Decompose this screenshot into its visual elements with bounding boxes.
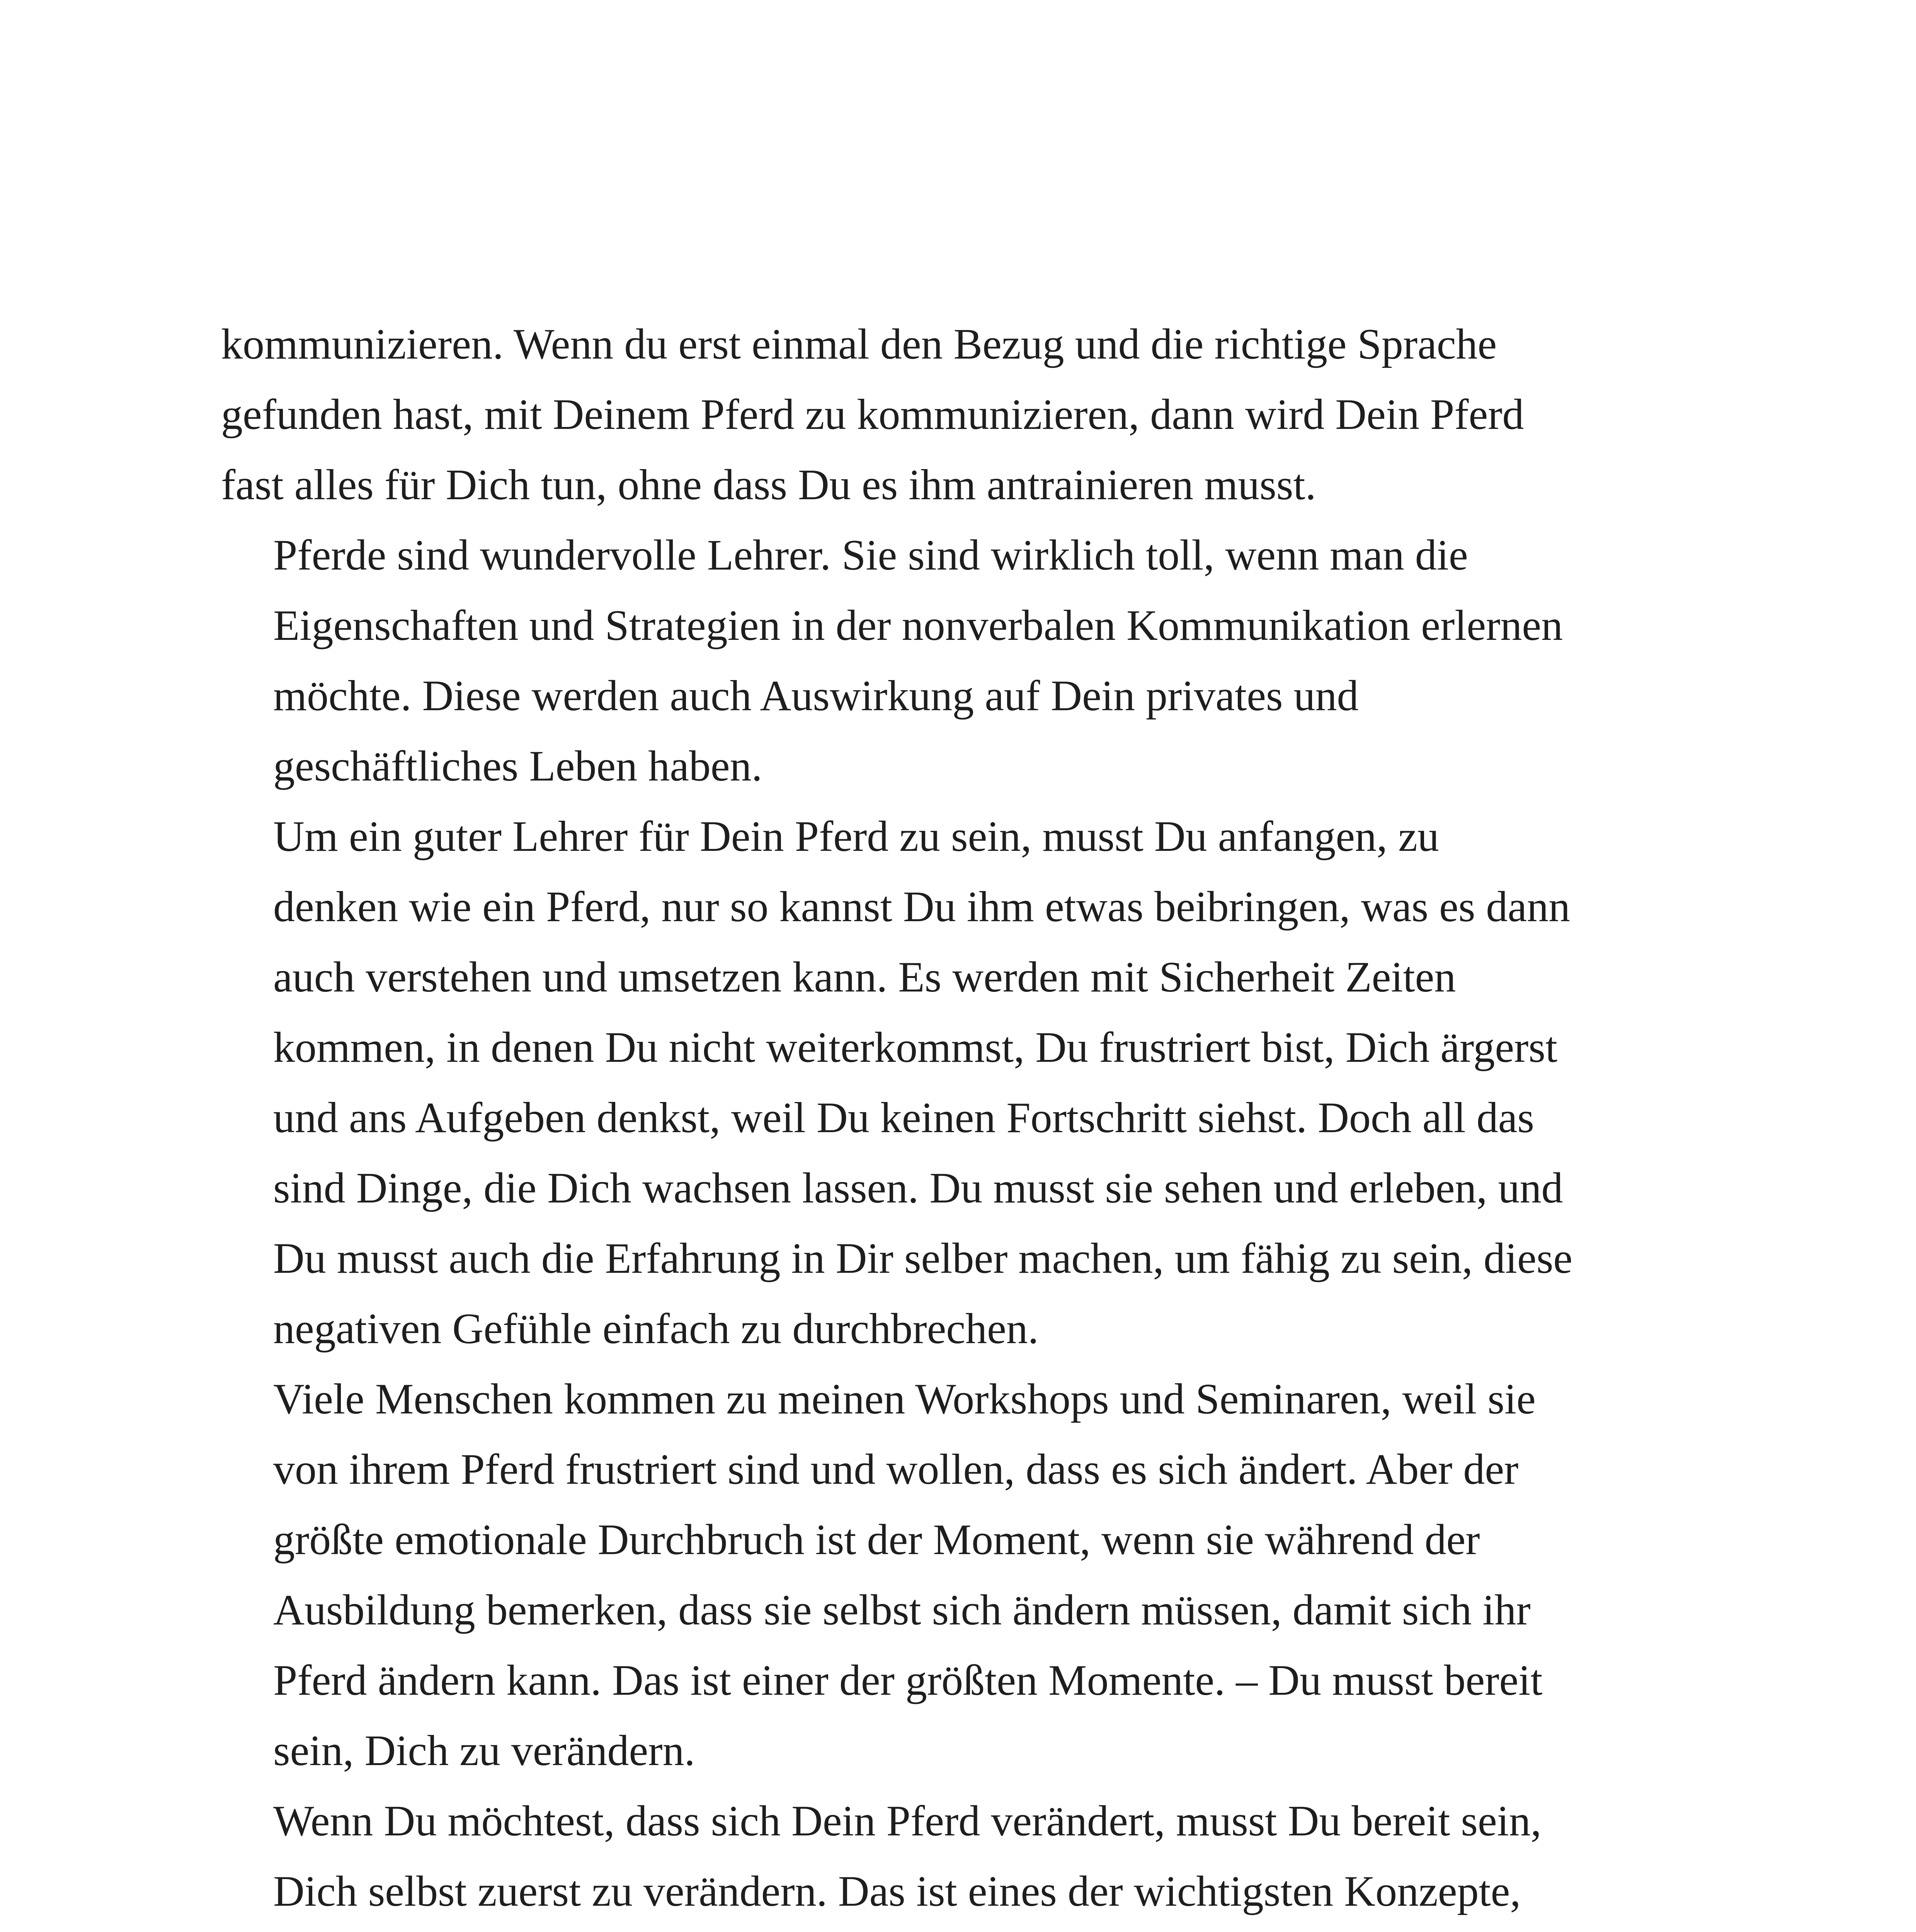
text-line [221,1927,1700,1932]
text-line: Dich selbst zuerst zu verändern. Das ist eines der wichtigsten Konzepte, [273,1867,1521,1915]
text-line: Pferd ändern kann. Das ist einer der größten Momente. – Du musst bereit [273,1656,1543,1704]
paragraph [221,520,1700,801]
paragraph [221,801,1700,1364]
text-line: fast alles für Dich tun, ohne dass Du es ihm antrainieren musst. [221,461,1316,509]
text-line: gefunden hast, mit Deinem Pferd zu kommunizieren, dann wird Dein Pferd [221,391,1524,439]
text-line: Du musst auch die Erfahrung in Dir selber machen, um fähig zu sein, diese [273,1235,1573,1282]
body-text [221,309,1700,1932]
paragraph [221,1364,1700,1786]
text-line: Ausbildung bemerken, dass sie selbst sich ändern müssen, damit sich ihr [273,1586,1531,1634]
text-line: negativen Gefühle einfach zu durchbrechen. [273,1305,1039,1353]
text-line: kommunizieren. Wenn du erst einmal den Bezug und die richtige Sprache [221,320,1497,368]
text-line: Um ein guter Lehrer für Dein Pferd zu sein, musst Du anfangen, zu [273,813,1439,861]
text-line: denken wie ein Pferd, nur so kannst Du ihm etwas beibringen, was es dann [273,883,1571,931]
text-line: geschäftliches Leben haben. [273,742,762,790]
text-line: kommen, in denen Du nicht weiterkommst, Du frustriert bist, Dich ärgerst [273,1024,1558,1071]
paragraph [221,309,1700,520]
text-line: Eigenschaften und Strategien in der nonverbalen Kommunikation erlernen [273,602,1563,650]
text-line: größte emotionale Durchbruch ist der Moment, wenn sie während der [273,1516,1480,1564]
text-line: sind Dinge, die Dich wachsen lassen. Du musst sie sehen und erleben, und [273,1164,1563,1212]
text-line: auch verstehen und umsetzen kann. Es werden mit Sicherheit Zeiten [273,953,1456,1001]
text-line: von ihrem Pferd frustriert sind und wollen, dass es sich ändert. Aber der [273,1446,1519,1493]
text-line: Wenn Du möchtest, dass sich Dein Pferd verändert, musst Du bereit sein, [273,1797,1542,1845]
text-line: Viele Menschen kommen zu meinen Workshops und Seminaren, weil sie [273,1375,1536,1423]
text-line: Pferde sind wundervolle Lehrer. Sie sind wirklich toll, wenn man die [273,531,1468,579]
text-line: sein, Dich zu verändern. [273,1727,695,1775]
text-line: und ans Aufgeben denkst, weil Du keinen Fortschritt siehst. Doch all das [273,1094,1534,1142]
paragraph [221,1786,1700,1932]
text-line: möchte. Diese werden auch Auswirkung auf Dein privates und [273,672,1359,720]
